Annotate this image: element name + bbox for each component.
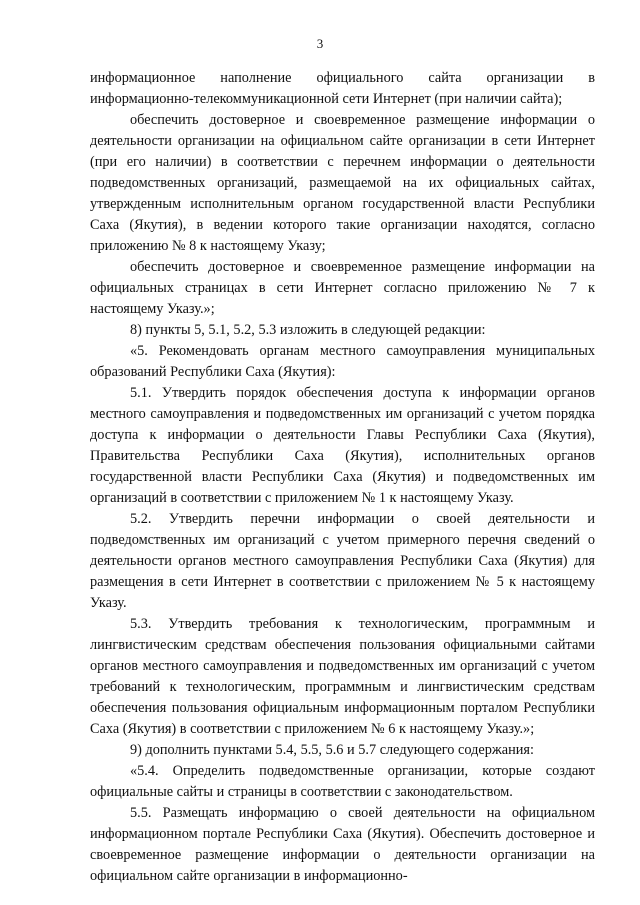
paragraph: 5.2. Утвердить перечни информации о своей деятельности и подведомственных им организаций с учетом примерного перечня сведений о деятельности органов местного самоуправления Республики Саха (Якутия) для размещения в сети Интернет в соответствии с приложением № 5 к настоящему Указу.: [90, 511, 595, 611]
paragraph: 5.3. Утвердить требования к технологическим, программным и лингвистическим средствам обеспечения пользования официальными сайтами органов местного самоуправления и подведомственных им организаций с учетом требований к технологическим, программным и лингвистическим средствам обеспечения пользования официальным информационным порталом Республики Саха (Якутия) в соответствии с приложением № 6 к настоящему Указу.»;: [90, 616, 595, 737]
page-number: 3: [316, 36, 324, 51]
document-body: [90, 68, 595, 887]
paragraph: «5.4. Определить подведомственные организации, которые создают официальные сайты и страницы в соответствии с законодательством.: [90, 763, 595, 800]
paragraph: информационное наполнение официального сайта организации в информационно-телекоммуникационной сети Интернет (при наличии сайта);: [90, 70, 595, 107]
paragraph: обеспечить достоверное и своевременное размещение информации на официальных страницах в сети Интернет согласно приложению № 7 к настоящему Указу.»;: [90, 259, 595, 317]
paragraph: «5. Рекомендовать органам местного самоуправления муниципальных образований Республики Саха (Якутия):: [90, 343, 595, 380]
paragraph: 5.1. Утвердить порядок обеспечения доступа к информации органов местного самоуправления и подведомственных им организаций с учетом порядка доступа к информации о деятельности Главы Республики Саха (Якутия), Правительства Республики Саха (Якутия), исполнительных органов государственной власти Республики Саха (Якутия) и подведомственных им организаций в соответствии с приложением № 1 к настоящему Указу.: [90, 385, 595, 506]
paragraph: 9) дополнить пунктами 5.4, 5.5, 5.6 и 5.7 следующего содержания:: [130, 742, 534, 758]
paragraph: 5.5. Размещать информацию о своей деятельности на официальном информационном портале Республики Саха (Якутия). Обеспечить достоверное и своевременное размещение информации о деятельности организации на официальном сайте организации в информационно-: [90, 805, 595, 884]
paragraph: обеспечить достоверное и своевременное размещение информации о деятельности организации на официальном сайте организации в сети Интернет (при его наличии) в соответствии с перечнем информации о деятельности подведомственных организаций, размещаемой на их официальных сайтах, утвержденным исполнительным органом государственной власти Республики Саха (Якутия), в ведении которого такие организации находятся, согласно приложению № 8 к настоящему Указу;: [90, 112, 595, 254]
paragraph: 8) пункты 5, 5.1, 5.2, 5.3 изложить в следующей редакции:: [130, 322, 486, 338]
